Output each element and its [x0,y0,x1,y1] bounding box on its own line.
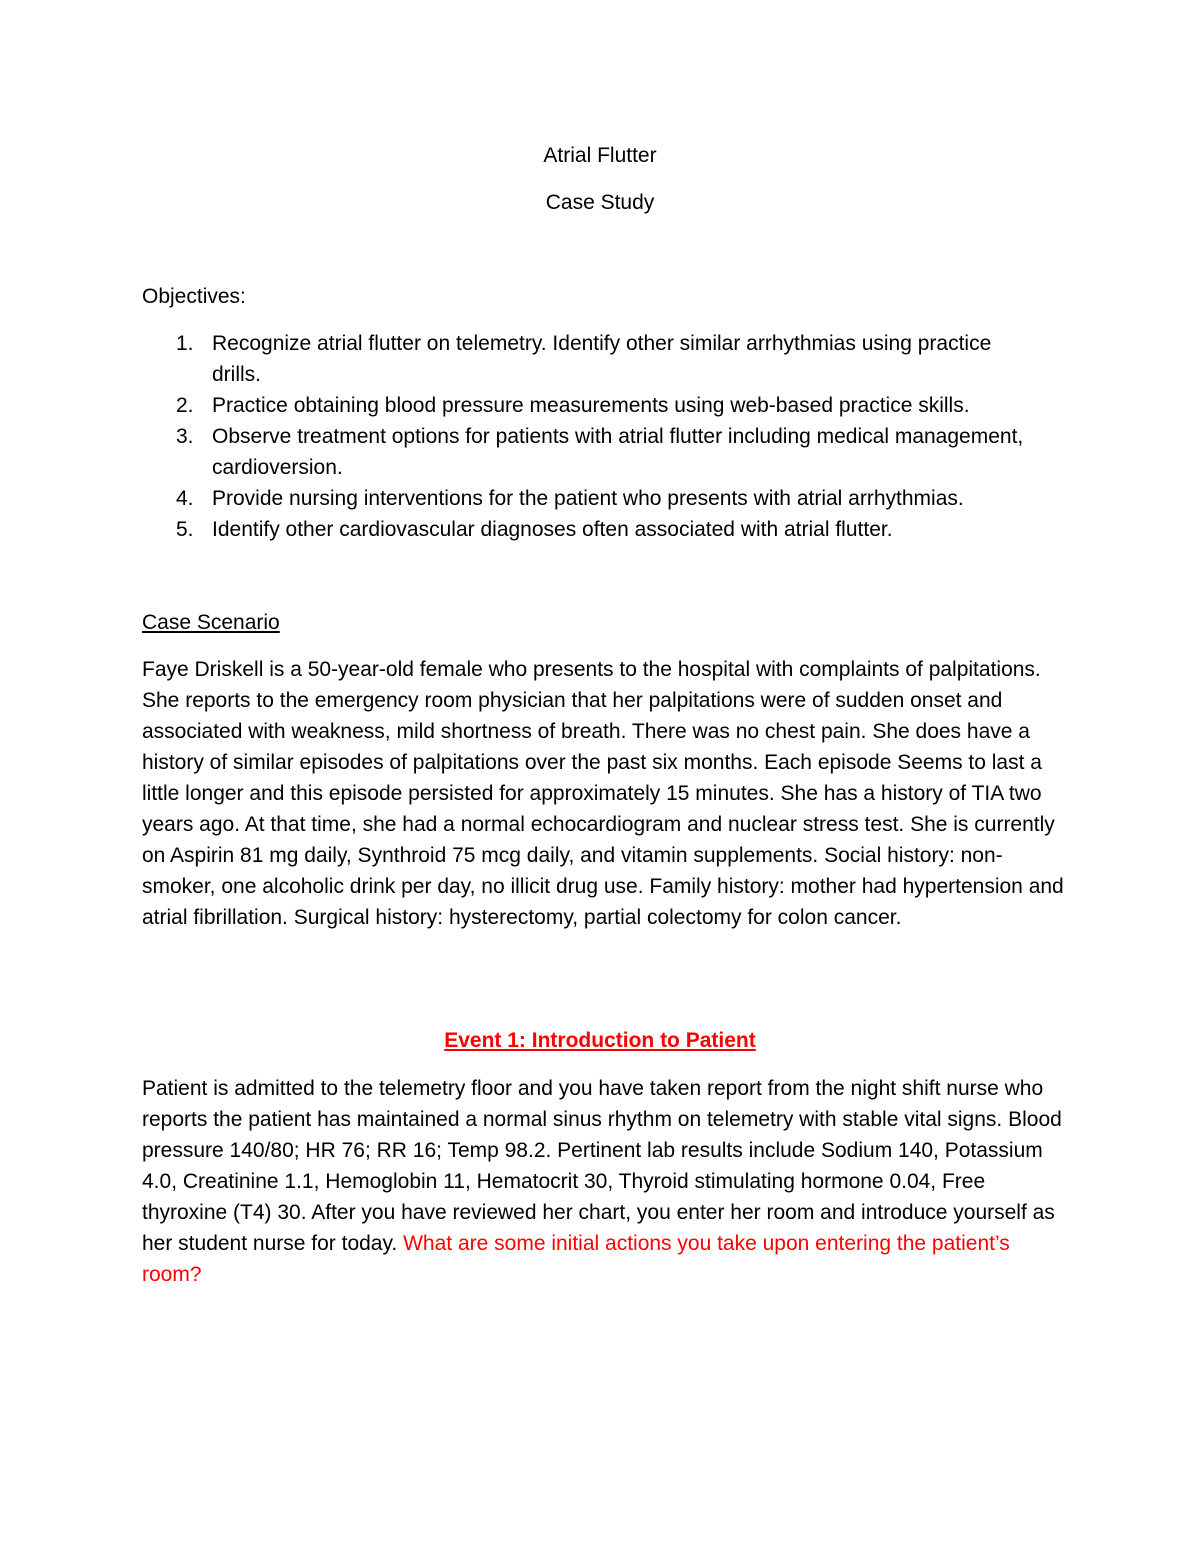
list-item-number: 1. [176,332,194,355]
document-title: Atrial Flutter [543,144,657,167]
case-scenario-heading: Case Scenario [142,611,280,634]
objectives-list [142,328,1042,545]
list-item-number: 3. [176,425,194,448]
objectives-heading: Objectives: [142,285,246,308]
event-1-body: Patient is admitted to the telemetry floor and you have taken report from the night shift nurse who reports the patient has maintained a normal sinus rhythm on telemetry with stable vital signs. Blood pressure 140/80; HR 76; RR 16; Temp 98.2. Pertinent lab results include Sodium 140, Potassium 4.0, Creatinine 1.1, Hemoglobin 11, Hematocrit 30, Thyroid stimulating hormone 0.04, Free thyroxine (T4) 30. After you have reviewed her chart, you enter her room and introduce yourself as her student nurse for today. [142,1077,1062,1255]
list-item-number: 4. [176,487,194,510]
event-1-text [142,1073,1067,1290]
event-1-question: What are some initial actions you take upon entering the patient’s room? [142,1232,1010,1286]
list-item-number: 2. [176,394,194,417]
list-item-text: Provide nursing interventions for the patient who presents with atrial arrhythmias. [212,487,964,510]
list-item-number: 5. [176,518,194,541]
document-subtitle: Case Study [545,191,655,214]
list-item [142,514,1042,545]
event-1-heading: Event 1: Introduction to Patient [444,1029,756,1052]
case-scenario-text: Faye Driskell is a 50-year-old female who presents to the hospital with complaints of palpitations. She reports to the emergency room physician that her palpitations were of sudden onset and associated with weakness, mild shortness of breath. There was no chest pain. She does have a history of similar episodes of palpitations over the past six months. Each episode Seems to last a little longer and this episode persisted for approximately 15 minutes. She has a history of TIA two years ago. At that time, she had a normal echocardiogram and nuclear stress test. She is currently on Aspirin 81 mg daily, Synthroid 75 mcg daily, and vitamin supplements. Social history: non-smoker, one alcoholic drink per day, no illicit drug use. Family history: mother had hypertension and atrial fibrillation. Surgical history: hysterectomy, partial colectomy for colon cancer. [142,658,1064,929]
list-item-text: Observe treatment options for patients with atrial flutter including medical management, cardioversion. [212,425,1024,479]
list-item [142,421,1042,483]
list-item [142,483,1042,514]
list-item [142,390,1042,421]
list-item-text: Recognize atrial flutter on telemetry. Identify other similar arrhythmias using practice drills. [212,332,992,386]
list-item [142,328,1042,390]
list-item-text: Practice obtaining blood pressure measurements using web-based practice skills. [212,394,970,417]
list-item-text: Identify other cardiovascular diagnoses often associated with atrial flutter. [212,518,893,541]
